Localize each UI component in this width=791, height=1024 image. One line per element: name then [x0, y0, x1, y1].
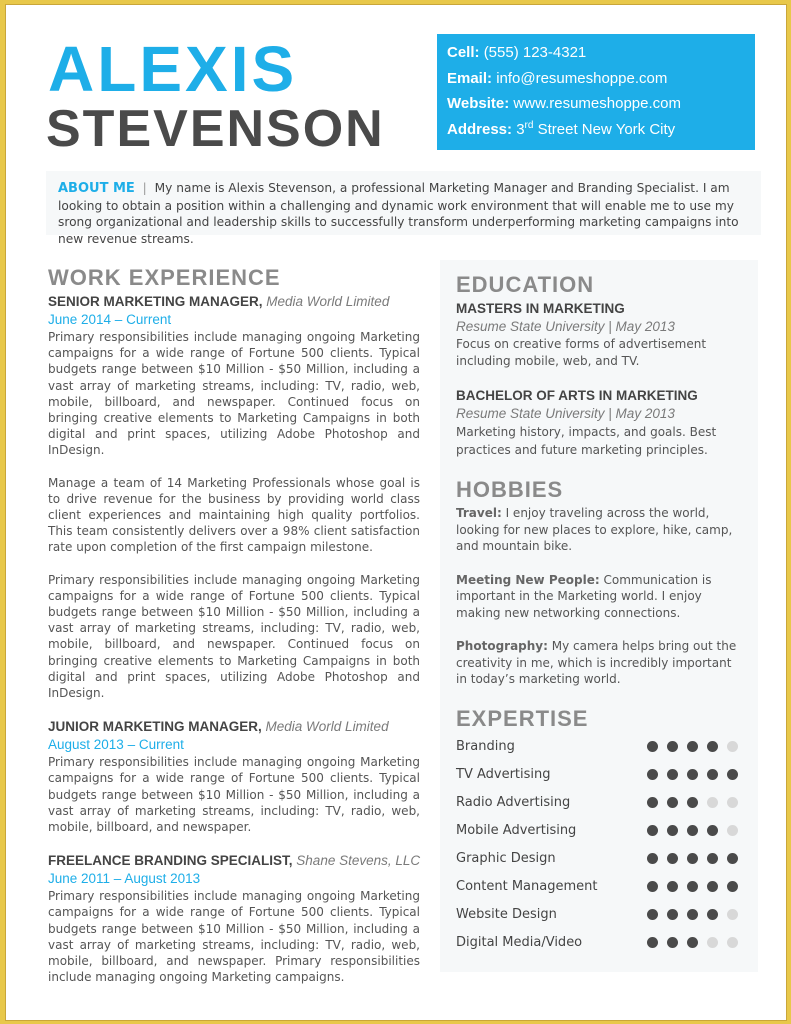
job-dates: June 2014 – Current [48, 312, 172, 327]
rating-dot-filled [647, 909, 658, 920]
job-dates: August 2013 – Current [48, 737, 184, 753]
skill-row [456, 845, 742, 873]
rating-dot-filled [687, 825, 698, 836]
rating-dot-filled [687, 741, 698, 752]
hobby-text: Communication is important in the Marketing world. I enjoy making new networking connections. [456, 572, 712, 620]
rating-dot-filled [727, 853, 738, 864]
rating-dot-filled [687, 797, 698, 808]
rating-dot-empty [727, 825, 738, 836]
skill-rating [647, 909, 738, 920]
skill-rating [647, 797, 738, 808]
rating-dot-filled [647, 853, 658, 864]
job-entry [48, 718, 420, 835]
contact-box [437, 34, 755, 150]
skill-row [456, 873, 742, 901]
hobby-item [456, 638, 742, 688]
rating-dot-filled [687, 769, 698, 780]
rating-dot-filled [667, 909, 678, 920]
job-paragraph: Manage a team of 14 Marketing Professionals whose goal is to drive revenue for the business by providing world class client experiences and maintaining high quality portfolios. This team consistently delivers over a 98% client satisfaction rate upon completion of the first campaign milestone. [48, 475, 420, 555]
rating-dot-filled [707, 909, 718, 920]
skill-name: Mobile Advertising [456, 823, 577, 838]
address-label: Address: [447, 120, 513, 138]
job-title-text: SENIOR MARKETING MANAGER, [48, 294, 263, 309]
rating-dot-empty [727, 937, 738, 948]
skill-row [456, 733, 742, 761]
rating-dot-filled [647, 937, 658, 948]
resume-page [5, 4, 787, 1021]
rating-dot-filled [687, 881, 698, 892]
cell-value: (555) 123-4321 [483, 44, 587, 61]
hobby-label: Travel: [456, 506, 502, 520]
about-text: My name is Alexis Stevenson, a professional Marketing Manager and Branding Specialist. I am looking to obtain a position within a challenging and dynamic work environment that will enable me to use my srong organizational and leadership skills to successfully transform underperforming marketing campaigns into new revenue streams. [58, 181, 739, 246]
skill-name: Branding [456, 739, 515, 754]
education-text: Marketing history, impacts, and goals. Best practices and future marketing principles. [456, 425, 717, 457]
hobby-label: Photography: [456, 639, 548, 653]
rating-dot-filled [707, 825, 718, 836]
skill-name: Radio Advertising [456, 795, 571, 810]
skill-row [456, 817, 742, 845]
education-degree: MASTERS IN MARKETING [456, 301, 625, 316]
rating-dot-empty [707, 937, 718, 948]
cell-label: Cell: [447, 44, 480, 61]
skill-rating [647, 769, 738, 780]
rating-dot-empty [727, 797, 738, 808]
hobby-item [456, 572, 742, 622]
about-title: ABOUT ME [58, 181, 135, 196]
hobby-text: My camera helps bring out the creativity in me, which is incredibly important in today’s marketing world. [456, 639, 737, 686]
job-company: Shane Stevens, LLC [296, 853, 421, 869]
skill-name: Content Management [456, 879, 598, 894]
skill-rating [647, 853, 738, 864]
skill-row [456, 789, 742, 817]
contact-cell [447, 40, 755, 66]
education-item [456, 300, 742, 369]
skill-row [456, 761, 742, 789]
skill-name: Website Design [456, 907, 557, 922]
skill-rating [647, 881, 738, 892]
contact-address [447, 117, 755, 143]
skill-rating [647, 825, 738, 836]
expertise-title: EXPERTISE [456, 705, 589, 731]
about-separator: | [142, 181, 147, 195]
education-school: Resume State University | May 2013 [456, 406, 675, 421]
job-paragraph: Primary responsibilities include managing ongoing Marketing campaigns for a wide range of Fortune 500 clients. Typical budgets range between $10 Million - $50 Million, including a vast array of marketing streams, including: TV, radio, web, mobile, billboard, and newspaper. Continued focus on bringing creative elements to Marketing Campaigns in both digital and print spaces, utilizing Adobe Photoshop and InDesign. [48, 330, 420, 458]
skill-rating [647, 937, 738, 948]
rating-dot-filled [727, 769, 738, 780]
skill-name: TV Advertising [456, 767, 551, 782]
rating-dot-filled [707, 741, 718, 752]
rating-dot-filled [647, 825, 658, 836]
rating-dot-filled [667, 881, 678, 892]
job-title [48, 852, 420, 870]
skill-row [456, 929, 742, 957]
rating-dot-empty [727, 741, 738, 752]
sidebar-column [440, 260, 758, 972]
rating-dot-filled [647, 881, 658, 892]
rating-dot-filled [667, 853, 678, 864]
skill-row [456, 901, 742, 929]
rating-dot-filled [727, 881, 738, 892]
job-company: Media World Limited [265, 719, 389, 735]
job-title-text: FREELANCE BRANDING SPECIALIST, [48, 853, 293, 869]
rating-dot-filled [667, 797, 678, 808]
rating-dot-filled [667, 769, 678, 780]
job-entry [48, 293, 420, 701]
rating-dot-filled [667, 741, 678, 752]
first-name: ALEXIS [48, 33, 298, 105]
rating-dot-filled [687, 853, 698, 864]
education-degree: BACHELOR OF ARTS IN MARKETING [456, 388, 698, 403]
hobbies-title: HOBBIES [456, 477, 564, 502]
hobby-item [456, 505, 742, 555]
education-school: Resume State University | May 2013 [456, 319, 675, 334]
education-text: Focus on creative forms of advertisement including mobile, web, and TV. [456, 337, 707, 368]
skill-name: Graphic Design [456, 851, 556, 866]
contact-email [447, 66, 755, 92]
website-value[interactable]: www.resumeshoppe.com [513, 95, 681, 112]
work-experience-title: WORK EXPERIENCE [48, 265, 281, 290]
rating-dot-filled [647, 797, 658, 808]
hobby-text: I enjoy traveling across the world, looking for new places to explore, hike, camp, and mountain bike. [456, 506, 733, 553]
job-title [48, 293, 420, 311]
rating-dot-filled [687, 937, 698, 948]
education-title: EDUCATION [456, 272, 595, 297]
rating-dot-filled [647, 741, 658, 752]
rating-dot-empty [707, 797, 718, 808]
contact-website [447, 91, 755, 117]
email-value[interactable]: info@resumeshoppe.com [496, 69, 668, 87]
job-entry [48, 852, 420, 985]
skill-rating [647, 741, 738, 752]
rating-dot-filled [687, 909, 698, 920]
job-paragraph: Primary responsibilities include managing ongoing Marketing campaigns for a wide range of Fortune 500 clients. Typical budgets range between $10 Million - $50 Million, including a vast array of marketing streams, including: TV, radio, web, mobile, billboard, and newspaper. Primary responsibilities include managing ongoing Marketing campaigns. [48, 889, 420, 985]
job-paragraph: Primary responsibilities include managing ongoing Marketing campaigns for a wide range of Fortune 500 clients. Typical budgets range between $10 Million - $50 Million, including a vast array of marketing streams, including: TV, radio, web, mobile, billboard, and newspaper. [48, 755, 420, 835]
hobby-label: Meeting New People: [456, 572, 600, 587]
rating-dot-filled [647, 769, 658, 780]
work-experience-section [48, 265, 420, 986]
address-number: 3 [516, 120, 525, 138]
about-section [46, 171, 761, 246]
job-paragraph: Primary responsibilities include managing ongoing Marketing campaigns for a wide range of Fortune 500 clients. Typical budgets range between $10 Million - $50 Million, including a vast array of marketing streams, including: TV, radio, web, mobile, billboard, and newspaper. Continued focus on bringing creative elements to Marketing Campaigns in both digital and print spaces, utilizing Adobe Photoshop and InDesign. [48, 572, 420, 701]
rating-dot-empty [727, 909, 738, 920]
address-rest: Street New York City [533, 120, 676, 138]
job-title [48, 718, 420, 736]
job-title-text: JUNIOR MARKETING MANAGER, [48, 719, 262, 735]
expertise-list [456, 733, 742, 957]
job-company: Media World Limited [266, 294, 390, 309]
rating-dot-filled [667, 825, 678, 836]
website-label: Website: [447, 95, 510, 112]
rating-dot-filled [707, 881, 718, 892]
last-name: STEVENSON [46, 100, 385, 158]
rating-dot-filled [707, 769, 718, 780]
email-label: Email: [447, 69, 493, 87]
education-item [456, 387, 742, 459]
skill-name: Digital Media/Video [456, 935, 583, 950]
job-dates: June 2011 – August 2013 [48, 871, 201, 887]
rating-dot-filled [667, 937, 678, 948]
address-suffix: rd [524, 119, 534, 131]
rating-dot-filled [707, 853, 718, 864]
